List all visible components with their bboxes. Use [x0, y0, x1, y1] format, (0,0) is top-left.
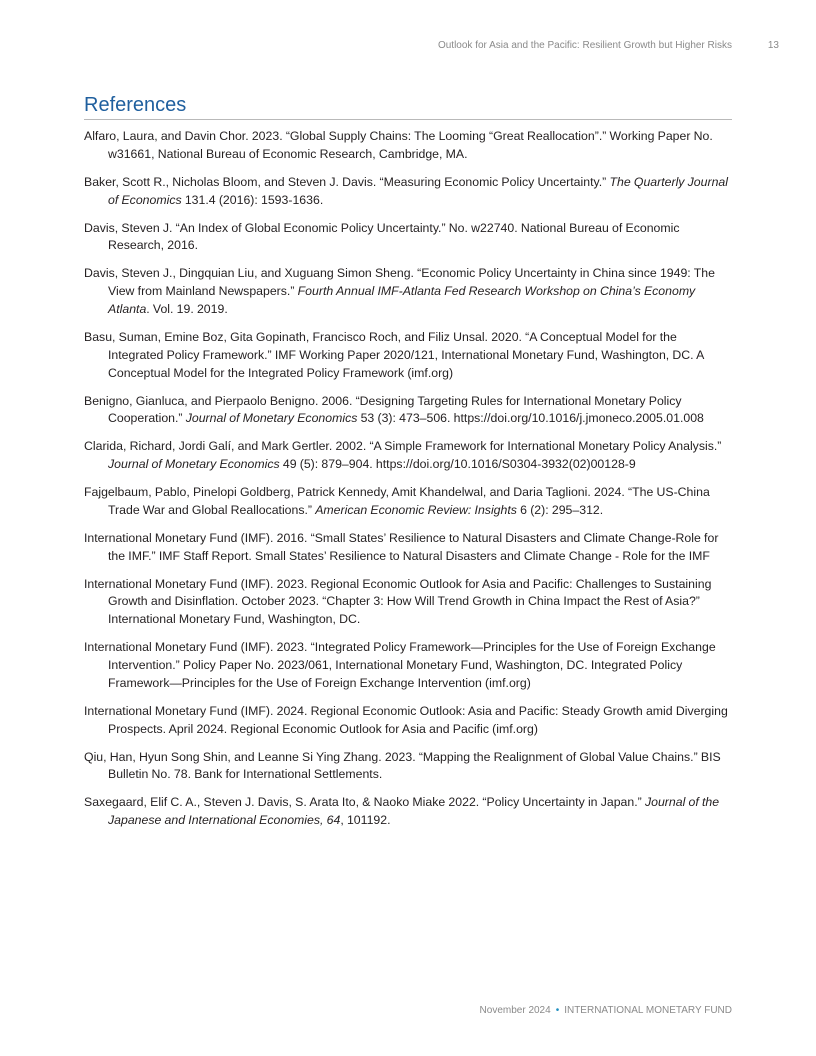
reference-text: Qiu, Han, Hyun Song Shin, and Leanne Si Ying Zhang. 2023. “Mapping the Realignment of Global Value Chains.” BIS Bulletin No. 78. Bank for International Settlements. [84, 749, 721, 782]
reference-text: Saxegaard, Elif C. A., Steven J. Davis, S. Arata Ito, & Naoko Miake 2022. “Policy Uncertainty in Japan.” [84, 795, 645, 810]
reference-entry [84, 174, 732, 210]
reference-text: Alfaro, Laura, and Davin Chor. 2023. “Global Supply Chains: The Looming “Great Reallocation”.” Working Paper No. w31661, National Bureau of Economic Research, Cambridge, MA. [84, 129, 713, 161]
reference-text: International Monetary Fund (IMF). 2023. Regional Economic Outlook for Asia and Pacific: Challenges to Sustaining Growth and Disinflation. October 2023. “Chapter 3: How Will Trend Growth in China Impact the Rest of Asia?” International Monetary Fund, Washington, DC. [84, 576, 712, 627]
reference-text: Davis, Steven J. “An Index of Global Economic Policy Uncertainty.” No. w22740. National Bureau of Economic Research, 2016. [84, 220, 680, 253]
reference-details: 131.4 (2016): 1593-1636. [181, 192, 324, 207]
reference-entry [84, 393, 732, 429]
reference-publication: Journal of the Japanese and International Economies, 64 [108, 795, 720, 828]
footer-separator: • [555, 1005, 560, 1016]
reference-entry [84, 438, 732, 474]
footer-date: November 2024 [479, 1005, 551, 1016]
reference-entry [84, 220, 732, 256]
reference-entry [84, 576, 732, 629]
reference-text: International Monetary Fund (IMF). 2024. Regional Economic Outlook: Asia and Pacific: Steady Growth amid Diverging Prospects. April 2024. Regional Economic Outlook for Asia and Pacific (imf.org) [84, 703, 728, 736]
reference-publication: Fourth Annual IMF-Atlanta Fed Research Workshop on China’s Economy Atlanta [108, 284, 696, 316]
running-header-title: Outlook for Asia and the Pacific: Resilient Growth but Higher Risks [437, 40, 732, 51]
reference-entry [84, 639, 732, 692]
reference-text: International Monetary Fund (IMF). 2016. “Small States’ Resilience to Natural Disasters and Climate Change-Role for the IMF.” IMF Staff Report. Small States’ Resilience to Natural Disasters and Climate Change - Role for the IMF [84, 530, 719, 563]
reference-details: 53 (3): 473–506. https://doi.org/10.1016/j.jmoneco.2005.01.008 [357, 411, 704, 426]
reference-text: Davis, Steven J., Dingquian Liu, and Xuguang Simon Sheng. “Economic Policy Uncertainty in China since 1949: The View from Mainland Newspapers.” [84, 266, 715, 299]
page-footer [480, 1005, 732, 1016]
reference-text: Clarida, Richard, Jordi Galí, and Mark Gertler. 2002. “A Simple Framework for International Monetary Policy Analysis.” [84, 439, 722, 454]
reference-text: Baker, Scott R., Nicholas Bloom, and Steven J. Davis. “Measuring Economic Policy Uncertainty.” [84, 174, 610, 189]
reference-details: 6 (2): 295–312. [516, 502, 604, 517]
reference-text: International Monetary Fund (IMF). 2023. “Integrated Policy Framework—Principles for the Use of Foreign Exchange Intervention.” Policy Paper No. 2023/061, International Monetary Fund, Washington, DC. Integrated Policy Framework—Principles for the Use of Foreign Exchange Intervention (imf.org) [84, 640, 716, 690]
reference-entry [84, 530, 732, 566]
reference-entry [84, 749, 732, 785]
reference-text: Fajgelbaum, Pablo, Pinelopi Goldberg, Patrick Kennedy, Amit Khandelwal, and Daria Taglioni. 2024. “The US-China Trade War and Global Reallocations.” [84, 485, 710, 517]
reference-publication: Journal of Monetary Economics [108, 457, 280, 472]
reference-details: 49 (5): 879–904. https://doi.org/10.1016/S0304-3932(02)00128-9 [279, 457, 636, 472]
footer-publisher: INTERNATIONAL MONETARY FUND [564, 1005, 732, 1016]
reference-list [84, 128, 732, 830]
reference-text: Benigno, Gianluca, and Pierpaolo Benigno. 2006. “Designing Targeting Rules for International Monetary Policy Cooperation.” [84, 393, 682, 426]
page-number: 13 [767, 40, 779, 51]
section-title: References [84, 92, 732, 120]
reference-text: Basu, Suman, Emine Boz, Gita Gopinath, Francisco Roch, and Filiz Unsal. 2020. “A Conceptual Model for the Integrated Policy Framework.” IMF Working Paper 2020/121, International Monetary Fund, Washington, DC. A Conceptual Model for the Integrated Policy Framework (imf.org) [84, 329, 704, 380]
reference-entry [84, 484, 732, 520]
references-section [84, 92, 732, 840]
reference-entry [84, 265, 732, 318]
reference-publication: American Economic Review: Insights [315, 502, 517, 517]
reference-entry [84, 703, 732, 739]
reference-entry [84, 329, 732, 382]
reference-publication: Journal of Monetary Economics [185, 411, 358, 426]
reference-details: . Vol. 19. 2019. [146, 301, 228, 316]
reference-details: , 101192. [340, 813, 391, 828]
reference-entry [84, 128, 732, 164]
reference-publication: The Quarterly Journal of Economics [108, 174, 728, 207]
reference-entry [84, 794, 732, 830]
